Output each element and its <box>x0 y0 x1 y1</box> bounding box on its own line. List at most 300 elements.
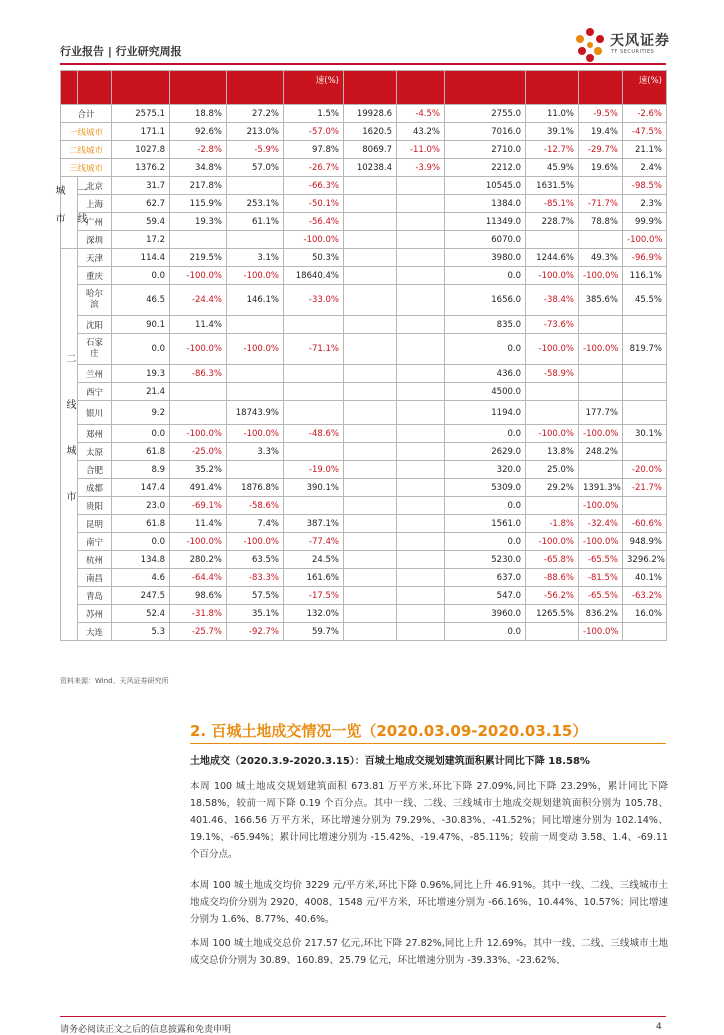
data-cell: 248.2% <box>579 443 623 461</box>
data-cell <box>397 195 445 213</box>
data-cell: 61.1% <box>227 213 284 231</box>
data-cell: 92.6% <box>170 123 227 141</box>
table-row <box>61 497 667 515</box>
data-cell: 1620.5 <box>344 123 397 141</box>
data-cell: 114.4 <box>112 249 170 267</box>
data-cell: 59.7% <box>284 623 344 641</box>
data-cell: 11349.0 <box>445 213 526 231</box>
page-number: 4 <box>656 1022 662 1032</box>
data-cell: 1027.8 <box>112 141 170 159</box>
data-cell: 30.1% <box>623 425 667 443</box>
data-cell: 436.0 <box>445 365 526 383</box>
data-cell: -65.5% <box>579 551 623 569</box>
data-cell: -86.3% <box>170 365 227 383</box>
data-cell: 0.0 <box>112 425 170 443</box>
data-cell: 228.7% <box>526 213 579 231</box>
data-cell: -38.4% <box>526 285 579 316</box>
data-cell: -73.6% <box>526 316 579 334</box>
data-cell <box>344 334 397 365</box>
data-cell: 1391.3% <box>579 479 623 497</box>
group-label-tier1: 一线城市 <box>61 177 78 249</box>
data-cell: 0.0 <box>445 425 526 443</box>
data-cell <box>397 569 445 587</box>
data-cell: -100.0% <box>227 425 284 443</box>
data-cell: 27.2% <box>227 105 284 123</box>
data-cell: -63.2% <box>623 587 667 605</box>
data-cell <box>344 623 397 641</box>
data-cell: 2755.0 <box>445 105 526 123</box>
data-cell: 2.3% <box>623 195 667 213</box>
data-cell <box>344 461 397 479</box>
table-row <box>61 515 667 533</box>
data-cell <box>397 443 445 461</box>
data-cell <box>397 334 445 365</box>
data-cell <box>344 316 397 334</box>
data-cell: 1265.5% <box>526 605 579 623</box>
data-cell <box>397 177 445 195</box>
city-name: 南昌 <box>78 569 112 587</box>
data-cell: -50.1% <box>284 195 344 213</box>
header-cell <box>526 71 579 105</box>
data-cell: 819.7% <box>623 334 667 365</box>
data-cell <box>284 401 344 425</box>
table-row <box>61 123 667 141</box>
data-cell: -100.0% <box>526 334 579 365</box>
data-cell: 17.2 <box>112 231 170 249</box>
data-cell: -31.8% <box>170 605 227 623</box>
data-cell: 25.0% <box>526 461 579 479</box>
data-cell: -92.7% <box>227 623 284 641</box>
table-row <box>61 551 667 569</box>
data-cell: -3.9% <box>397 159 445 177</box>
paragraph-total-price: 本周 100 城土地成交总价 217.57 亿元,环比下降 27.82%,同比上升 12.69%。其中一线、二线、三线城市土地成交总价分别为 30.89、160.89、25.79 亿元，环比增速分别为 -39.33%、-23.62%、 <box>190 938 668 966</box>
data-cell: -58.9% <box>526 365 579 383</box>
data-cell: -2.8% <box>170 141 227 159</box>
paragraph-floor-area: 本周 100 城土地成交规划建筑面积 673.81 万平方米,环比下降 27.09%,同比下降 23.29%，累计同比下降 18.58%，较前一周下降 0.19 个百分点。其中一线、二线、三线城市土地成交规划建筑面积分别为 105.78、401.46、166.56 万平方米，环比增速分别为 79.29%、-30.83%、-41.52%；同比增速分别为 102.14%、19.1%、-65.94%；累计同比增速分别为 -15.42%、-19.47%、-85.11%；较前一周变动 3.58、1.4、-69.11 个百分点。 <box>190 781 668 860</box>
data-cell: 8069.7 <box>344 141 397 159</box>
table-row <box>61 569 667 587</box>
data-cell <box>227 177 284 195</box>
data-cell <box>344 267 397 285</box>
data-cell: -100.0% <box>284 231 344 249</box>
data-cell: 50.3% <box>284 249 344 267</box>
data-cell: 78.8% <box>579 213 623 231</box>
city-name: 合肥 <box>78 461 112 479</box>
data-cell: -24.4% <box>170 285 227 316</box>
data-cell: 637.0 <box>445 569 526 587</box>
data-cell <box>579 461 623 479</box>
data-cell: 98.6% <box>170 587 227 605</box>
row-name: 三线城市 <box>61 159 112 177</box>
data-cell: 320.0 <box>445 461 526 479</box>
data-cell <box>344 365 397 383</box>
data-cell <box>397 515 445 533</box>
table-row <box>61 105 667 123</box>
data-cell: 61.8 <box>112 443 170 461</box>
data-cell: 146.1% <box>227 285 284 316</box>
city-name: 哈尔滨 <box>78 285 112 316</box>
city-name: 沈阳 <box>78 316 112 334</box>
data-cell: -100.0% <box>170 425 227 443</box>
data-cell: 217.8% <box>170 177 227 195</box>
data-cell <box>397 316 445 334</box>
logo-name: 天风证券 <box>610 33 670 49</box>
data-cell: 11.4% <box>170 316 227 334</box>
table-row <box>61 285 667 316</box>
table-row <box>61 479 667 497</box>
data-cell <box>526 497 579 515</box>
data-cell: -11.0% <box>397 141 445 159</box>
table-row <box>61 159 667 177</box>
footer-disclaimer: 请务必阅读正文之后的信息披露和免责申明 <box>60 1025 232 1035</box>
data-cell: -48.6% <box>284 425 344 443</box>
data-cell: 0.0 <box>445 497 526 515</box>
data-cell: 3960.0 <box>445 605 526 623</box>
data-cell: -96.9% <box>623 249 667 267</box>
city-name: 西宁 <box>78 383 112 401</box>
data-cell: 57.5% <box>227 587 284 605</box>
data-cell <box>397 533 445 551</box>
data-cell: 31.7 <box>112 177 170 195</box>
data-cell: 29.2% <box>526 479 579 497</box>
table-row <box>61 401 667 425</box>
tf-logo-icon <box>572 24 608 64</box>
data-cell: -100.0% <box>170 533 227 551</box>
data-cell <box>397 479 445 497</box>
data-cell <box>623 383 667 401</box>
data-cell <box>344 425 397 443</box>
data-cell <box>526 383 579 401</box>
data-cell: 97.8% <box>284 141 344 159</box>
city-name: 北京 <box>78 177 112 195</box>
data-cell: 2710.0 <box>445 141 526 159</box>
data-cell: 4500.0 <box>445 383 526 401</box>
data-cell: -83.3% <box>227 569 284 587</box>
table-row <box>61 587 667 605</box>
data-cell <box>344 587 397 605</box>
data-cell <box>344 401 397 425</box>
data-cell: -100.0% <box>526 533 579 551</box>
data-cell <box>344 479 397 497</box>
data-cell: -100.0% <box>526 425 579 443</box>
data-cell <box>579 383 623 401</box>
data-cell: 547.0 <box>445 587 526 605</box>
data-cell: 46.5 <box>112 285 170 316</box>
header-cell <box>397 71 445 105</box>
table-row <box>61 316 667 334</box>
data-cell: -100.0% <box>579 497 623 515</box>
data-cell <box>344 551 397 569</box>
data-cell <box>579 231 623 249</box>
section-title: 2. 百城土地成交情况一览（2020.03.09-2020.03.15） <box>190 722 588 740</box>
data-cell: 1194.0 <box>445 401 526 425</box>
data-cell: 0.0 <box>445 334 526 365</box>
data-cell <box>623 316 667 334</box>
data-cell: -26.7% <box>284 159 344 177</box>
data-cell: -57.0% <box>284 123 344 141</box>
data-cell <box>623 623 667 641</box>
data-cell: -17.5% <box>284 587 344 605</box>
data-cell <box>170 383 227 401</box>
city-name: 重庆 <box>78 267 112 285</box>
data-cell: 57.0% <box>227 159 284 177</box>
data-cell <box>397 605 445 623</box>
data-cell <box>284 316 344 334</box>
city-name: 青岛 <box>78 587 112 605</box>
data-cell: -21.7% <box>623 479 667 497</box>
header-cell <box>227 71 284 105</box>
data-cell: -20.0% <box>623 461 667 479</box>
data-cell: 61.8 <box>112 515 170 533</box>
data-cell: 0.0 <box>112 267 170 285</box>
table-row <box>61 231 667 249</box>
city-name: 贵阳 <box>78 497 112 515</box>
data-cell: 213.0% <box>227 123 284 141</box>
data-cell <box>526 401 579 425</box>
data-cell <box>397 497 445 515</box>
city-name: 银川 <box>78 401 112 425</box>
city-name: 广州 <box>78 213 112 231</box>
city-name: 成都 <box>78 479 112 497</box>
city-name: 石家庄 <box>78 334 112 365</box>
row-name: 一线城市 <box>61 123 112 141</box>
data-cell: 3296.2% <box>623 551 667 569</box>
data-cell <box>344 213 397 231</box>
header-cell <box>579 71 623 105</box>
data-cell <box>397 461 445 479</box>
data-cell: -2.6% <box>623 105 667 123</box>
data-cell: -100.0% <box>227 267 284 285</box>
data-cell <box>397 267 445 285</box>
data-cell: 40.1% <box>623 569 667 587</box>
city-name: 南宁 <box>78 533 112 551</box>
data-cell <box>344 195 397 213</box>
city-name: 郑州 <box>78 425 112 443</box>
table-row <box>61 213 667 231</box>
data-cell <box>227 365 284 383</box>
data-cell: 13.8% <box>526 443 579 461</box>
city-name: 太原 <box>78 443 112 461</box>
data-cell: 49.3% <box>579 249 623 267</box>
data-cell: -25.7% <box>170 623 227 641</box>
data-cell: 62.7 <box>112 195 170 213</box>
data-cell <box>526 623 579 641</box>
data-cell: 10545.0 <box>445 177 526 195</box>
section-subheading: 土地成交（2020.3.9-2020.3.15）：百城土地成交规划建筑面积累计同比下降 18.58% <box>190 756 590 767</box>
data-cell: 0.0 <box>445 267 526 285</box>
data-cell: 59.4 <box>112 213 170 231</box>
data-cell: 1656.0 <box>445 285 526 316</box>
data-cell: 948.9% <box>623 533 667 551</box>
data-cell: 18640.4% <box>284 267 344 285</box>
data-cell <box>623 365 667 383</box>
city-name: 天津 <box>78 249 112 267</box>
table-row <box>61 195 667 213</box>
city-name: 昆明 <box>78 515 112 533</box>
data-cell <box>227 461 284 479</box>
data-cell: 280.2% <box>170 551 227 569</box>
table-row <box>61 365 667 383</box>
header-cell: 速(%) <box>284 71 344 105</box>
data-cell: 19928.6 <box>344 105 397 123</box>
data-cell: 7016.0 <box>445 123 526 141</box>
data-cell: 35.2% <box>170 461 227 479</box>
data-cell <box>397 401 445 425</box>
data-cell <box>284 365 344 383</box>
data-cell <box>344 443 397 461</box>
data-cell: -100.0% <box>170 334 227 365</box>
data-cell <box>397 587 445 605</box>
data-cell <box>397 383 445 401</box>
data-cell: 3980.0 <box>445 249 526 267</box>
data-cell: 24.5% <box>284 551 344 569</box>
data-cell: 836.2% <box>579 605 623 623</box>
data-cell: 0.0 <box>445 533 526 551</box>
data-cell: 390.1% <box>284 479 344 497</box>
table-row <box>61 177 667 195</box>
data-cell <box>397 551 445 569</box>
data-cell: 2.4% <box>623 159 667 177</box>
data-cell <box>397 623 445 641</box>
data-cell: -1.8% <box>526 515 579 533</box>
data-cell <box>579 365 623 383</box>
data-cell: 18743.9% <box>227 401 284 425</box>
data-cell <box>284 497 344 515</box>
data-cell: -25.0% <box>170 443 227 461</box>
data-cell: 491.4% <box>170 479 227 497</box>
data-cell: -85.1% <box>526 195 579 213</box>
data-cell: 5.3 <box>112 623 170 641</box>
data-cell: 2575.1 <box>112 105 170 123</box>
group-label-tier2: 二线城市 <box>61 249 78 641</box>
data-cell: 161.6% <box>284 569 344 587</box>
data-cell <box>397 285 445 316</box>
data-cell <box>623 401 667 425</box>
table-row <box>61 383 667 401</box>
data-cell <box>397 213 445 231</box>
city-data-table <box>53 70 667 641</box>
data-cell: -56.4% <box>284 213 344 231</box>
data-cell: 116.1% <box>623 267 667 285</box>
data-cell: 23.0 <box>112 497 170 515</box>
city-name: 苏州 <box>78 605 112 623</box>
data-cell <box>344 249 397 267</box>
data-cell: 7.4% <box>227 515 284 533</box>
data-cell: -100.0% <box>579 425 623 443</box>
data-cell: -77.4% <box>284 533 344 551</box>
table-row <box>61 425 667 443</box>
table-row <box>61 249 667 267</box>
data-cell <box>344 285 397 316</box>
table-row <box>61 443 667 461</box>
data-cell <box>227 316 284 334</box>
data-cell: 16.0% <box>623 605 667 623</box>
city-name: 杭州 <box>78 551 112 569</box>
data-cell: 19.3 <box>112 365 170 383</box>
data-cell: -58.6% <box>227 497 284 515</box>
data-cell: 253.1% <box>227 195 284 213</box>
data-cell: 1631.5% <box>526 177 579 195</box>
data-cell: 3.3% <box>227 443 284 461</box>
data-cell: -88.6% <box>526 569 579 587</box>
data-cell: 5309.0 <box>445 479 526 497</box>
header-cell <box>344 71 397 105</box>
data-cell: 1244.6% <box>526 249 579 267</box>
data-cell: 34.8% <box>170 159 227 177</box>
data-cell <box>623 497 667 515</box>
data-cell: -71.7% <box>579 195 623 213</box>
report-category: 行业报告 | 行业研究周报 <box>60 45 182 58</box>
data-cell: -19.0% <box>284 461 344 479</box>
data-cell <box>344 497 397 515</box>
table-row <box>61 334 667 365</box>
data-cell: -4.5% <box>397 105 445 123</box>
header-cell <box>78 71 112 105</box>
city-name: 深圳 <box>78 231 112 249</box>
data-cell <box>284 443 344 461</box>
table-row <box>61 141 667 159</box>
data-cell: 99.9% <box>623 213 667 231</box>
city-name: 上海 <box>78 195 112 213</box>
data-cell: 1.5% <box>284 105 344 123</box>
header-cell <box>445 71 526 105</box>
city-name: 大连 <box>78 623 112 641</box>
data-cell: -65.8% <box>526 551 579 569</box>
data-cell: -12.7% <box>526 141 579 159</box>
data-cell: -98.5% <box>623 177 667 195</box>
data-cell: 2629.0 <box>445 443 526 461</box>
data-cell: 11.0% <box>526 105 579 123</box>
table-row <box>61 461 667 479</box>
paragraph-avg-price: 本周 100 城土地成交均价 3229 元/平方米,环比下降 0.96%,同比上升 46.91%。其中一线、二线、三线城市土地成交均价分别为 2920、4008、1548 元/平方米，环比增速分别为 -66.16%、10.44%、10.57%；同比增速分别为 1.6%、8.77%、40.6%。 <box>190 880 668 925</box>
data-cell: 39.1% <box>526 123 579 141</box>
data-cell <box>227 231 284 249</box>
data-cell: 6070.0 <box>445 231 526 249</box>
data-cell: 132.0% <box>284 605 344 623</box>
data-cell: -71.1% <box>284 334 344 365</box>
data-cell: 8.9 <box>112 461 170 479</box>
data-cell: 835.0 <box>445 316 526 334</box>
data-cell: 43.2% <box>397 123 445 141</box>
data-cell: 11.4% <box>170 515 227 533</box>
data-cell: -100.0% <box>227 533 284 551</box>
data-cell: 5230.0 <box>445 551 526 569</box>
data-cell: -33.0% <box>284 285 344 316</box>
data-cell <box>170 401 227 425</box>
data-cell: 1561.0 <box>445 515 526 533</box>
data-cell <box>344 605 397 623</box>
data-cell <box>397 425 445 443</box>
data-cell: 0.0 <box>112 334 170 365</box>
data-cell: -100.0% <box>170 267 227 285</box>
data-cell: -32.4% <box>579 515 623 533</box>
data-cell: -100.0% <box>579 533 623 551</box>
data-cell: 52.4 <box>112 605 170 623</box>
data-cell: -56.2% <box>526 587 579 605</box>
header-cell <box>112 71 170 105</box>
data-cell: 63.5% <box>227 551 284 569</box>
header-cell <box>170 71 227 105</box>
footer-divider <box>60 1016 666 1017</box>
data-cell <box>579 177 623 195</box>
data-cell: 219.5% <box>170 249 227 267</box>
source-note: 资料来源：Wind、天风证券研究所 <box>60 677 169 685</box>
section-rule <box>190 743 666 744</box>
data-cell: 171.1 <box>112 123 170 141</box>
data-cell: 21.4 <box>112 383 170 401</box>
data-cell: -100.0% <box>579 267 623 285</box>
data-cell: -100.0% <box>579 623 623 641</box>
